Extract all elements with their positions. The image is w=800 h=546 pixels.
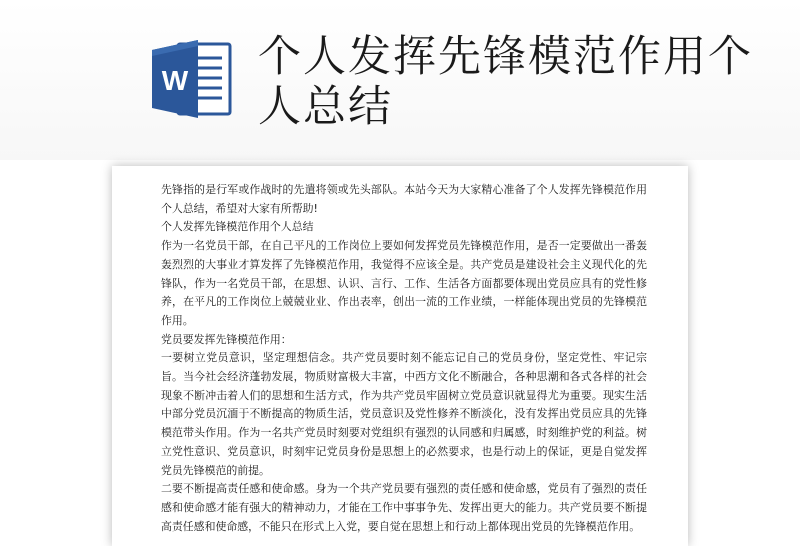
- word-document-icon: [148, 36, 234, 122]
- paragraph-intro: 先锋指的是行军或作战时的先遣将领或先头部队。本站今天为大家精心准备了个人发挥先锋模范作用个人总结，希望对大家有所帮助!: [161, 183, 647, 215]
- word-icon-letter: W: [161, 65, 189, 96]
- paragraph-point-two: 二要不断提高责任感和使命感。身为一个共产党员要有强烈的责任感和使命感，党员有了强烈的责任感和使命感才能有强大的精神动力，才能在工作中事事争先、发挥出更大的能力。共产党员要不断提高责任感和使命感，不能只在形式上入党，要自觉在思想上和行动上都体现出党员的先锋模范作用。: [161, 482, 647, 533]
- document-body: [161, 181, 647, 536]
- paragraph-point-one: 一要树立党员意识，坚定理想信念。共产党员要时刻不能忘记自己的党员身份，坚定党性、牢记宗旨。当今社会经济蓬勃发展，物质财富极大丰富，中西方文化不断融合，各种思潮和各式各样的社会现象不断冲击着人们的思想和生活方式，作为共产党员牢固树立党员意识就显得尤为重要。现实生活中部分党员沉湎于不断提高的物质生活，党员意识及党性修养不断淡化，没有发挥出党员应具的先锋模范带头作用。作为一名共产党员时刻要对党组织有强烈的认同感和归属感，时刻维护党的利益。树立党性意识、党员意识，时刻牢记党员身份是思想上的必然要求，也是行动上的保证，更是自觉发挥党员先锋模范的前提。: [161, 351, 647, 477]
- paragraph-heading: 个人发挥先锋模范作用个人总结: [161, 220, 314, 234]
- document-page: [112, 166, 688, 546]
- paragraph-body: 作为一名党员干部，在自己平凡的工作岗位上要如何发挥党员先锋模范作用，是否一定要做出一番轰轰烈烈的大事业才算发挥了先锋模范作用，我觉得不应该全是。共产党员是建设社会主义现代化的先锋队，作为一名党员干部，在思想、认识、言行、工作、生活各方面都要体现出党员应具有的党性修养，在平凡的工作岗位上兢兢业业、作出表率，创出一流的工作业绩，一样能体现出党员的先锋模范作用。: [161, 239, 647, 327]
- page-title: 个人发挥先锋模范作用个人总结: [258, 32, 753, 132]
- paragraph-subheading: 党员要发挥先锋模范作用：: [161, 332, 292, 346]
- header: [0, 0, 800, 160]
